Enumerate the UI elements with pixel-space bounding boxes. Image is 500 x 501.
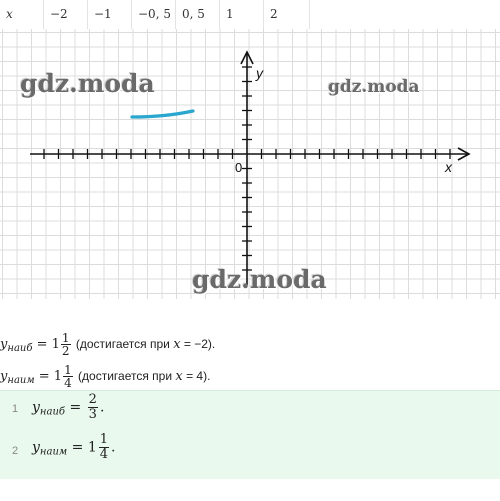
answer-sub: наиб — [39, 406, 66, 418]
max-eq: = 1 — [32, 337, 60, 352]
value-cell: −2 — [44, 0, 88, 29]
graph-grid — [0, 29, 500, 299]
y-axis-label: y — [256, 65, 263, 81]
min-fraction — [63, 364, 73, 389]
answer-fraction — [99, 433, 109, 462]
watermark: gdz.moda — [328, 77, 420, 97]
max-note-var: x — [173, 337, 181, 352]
answer-expression — [32, 393, 104, 422]
min-eq: = 1 — [34, 369, 63, 384]
answer-eq: = — [65, 399, 86, 416]
min-note: (достигается при — [74, 369, 176, 383]
max-frac-den: 2 — [61, 344, 70, 358]
min-var: y — [0, 369, 8, 384]
watermark: gdz.moda — [192, 265, 327, 294]
value-cell: 2 — [264, 0, 310, 29]
answer-tail: . — [111, 439, 116, 456]
max-sub: наиб — [7, 343, 33, 354]
max-note-val: = −2). — [180, 337, 216, 351]
min-note-var: x — [175, 369, 183, 384]
answer-eq: = 1 — [67, 439, 97, 456]
value-table-row — [0, 0, 310, 30]
min-sub: наим — [7, 375, 35, 386]
max-var: y — [0, 337, 8, 352]
max-frac-num: 1 — [61, 331, 70, 345]
answer-box — [0, 390, 500, 479]
answer-frac-den: 3 — [88, 407, 97, 422]
answer-frac-num: 2 — [88, 392, 97, 407]
max-value-line — [0, 332, 215, 357]
function-curve — [132, 111, 193, 117]
answer-expression — [32, 433, 115, 462]
answer-fraction — [88, 393, 98, 422]
value-cell: −0, 5 — [132, 0, 176, 29]
min-frac-den: 4 — [64, 376, 72, 390]
min-value-line — [0, 364, 210, 389]
answer-var: y — [32, 399, 40, 416]
answer-number: 2 — [12, 445, 19, 457]
min-frac-num: 1 — [64, 363, 72, 377]
max-note: (достигается при — [72, 337, 174, 351]
value-cell: −1 — [88, 0, 132, 29]
max-fraction — [61, 332, 71, 357]
value-cell-x: x — [0, 0, 44, 29]
x-axis-label: x — [445, 159, 452, 175]
value-cell: 1 — [220, 0, 264, 29]
min-note-val: = 4). — [182, 369, 211, 383]
watermark: gdz.moda — [20, 69, 155, 98]
answer-var: y — [32, 439, 40, 456]
answer-number: 1 — [12, 403, 19, 415]
answer-frac-den: 4 — [99, 447, 109, 462]
origin-label: 0 — [235, 160, 243, 175]
answer-sub: наим — [39, 446, 68, 458]
value-cell: 0, 5 — [176, 0, 220, 29]
answer-frac-num: 1 — [99, 432, 109, 447]
answer-tail: . — [99, 399, 105, 416]
